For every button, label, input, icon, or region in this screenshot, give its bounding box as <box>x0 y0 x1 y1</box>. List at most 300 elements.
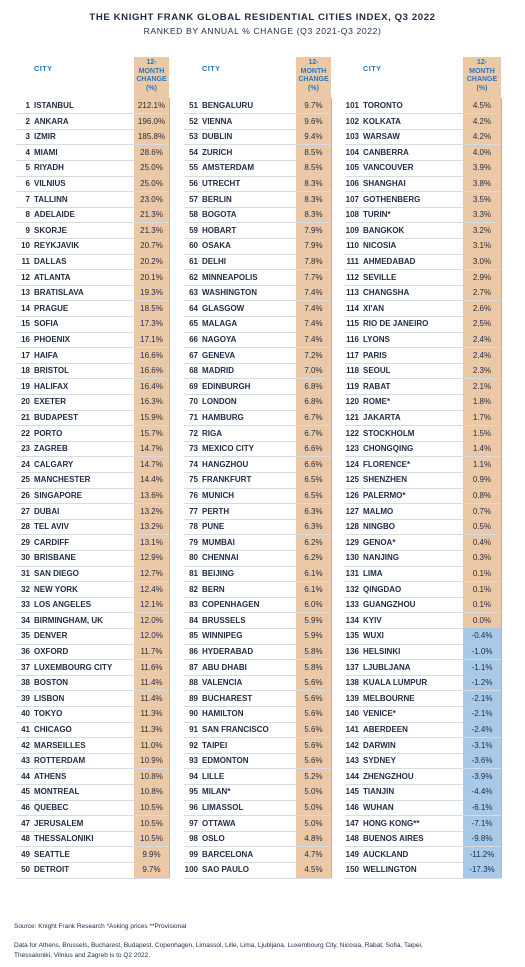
change-value: 4.8% <box>296 831 331 847</box>
city-name: KUALA LUMPUR <box>363 678 428 688</box>
rank-number: 118 <box>346 366 359 376</box>
city-name: AUCKLAND <box>363 849 409 859</box>
change-value: 4.0% <box>463 145 501 161</box>
change-value: 28.6% <box>134 145 169 161</box>
rank-number: 3 <box>25 132 30 142</box>
city-name: LJUBLJANA <box>363 662 411 672</box>
rank-number: 148 <box>345 834 359 844</box>
change-value: 10.8% <box>134 784 169 800</box>
rank-number: 83 <box>189 600 198 610</box>
rank-number: 135 <box>345 631 359 641</box>
city-name: MALAGA <box>202 319 238 329</box>
city-name: ABU DHABI <box>202 662 247 672</box>
city-name: VANCOUVER <box>363 163 414 173</box>
city-name: EDINBURGH <box>202 381 251 391</box>
rank-number: 96 <box>189 803 198 812</box>
change-value: 11.3% <box>134 722 169 738</box>
rank-number: 9 <box>25 225 30 235</box>
rank-number: 21 <box>21 413 30 422</box>
rank-number: 29 <box>21 537 30 547</box>
rank-number: 70 <box>189 397 198 407</box>
city-name: HALIFAX <box>34 381 69 391</box>
change-value: 21.3% <box>134 223 169 239</box>
city-name: VALENCIA <box>202 678 243 688</box>
change-value: 0.7% <box>463 504 501 520</box>
rank-number: 55 <box>189 163 198 173</box>
change-value: 7.0% <box>296 363 331 379</box>
rank-number: 144 <box>345 771 359 781</box>
rank-number: 86 <box>189 647 198 656</box>
rank-number: 13 <box>21 288 30 298</box>
city-name: LUXEMBOURG CITY <box>34 662 113 672</box>
change-value: 11.6% <box>134 660 169 676</box>
city-name: THESSALONIKI <box>34 834 94 844</box>
rank-number: 122 <box>345 428 359 438</box>
city-name: LONDON <box>202 397 237 407</box>
city-name: UTRECHT <box>202 179 241 188</box>
rank-number: 128 <box>345 522 359 532</box>
city-name: MIAMI <box>34 147 58 157</box>
city-name: HAIFA <box>34 350 58 360</box>
change-value: 4.7% <box>296 847 331 863</box>
city-name: ANKARA <box>34 116 69 126</box>
city-name: COPENHAGEN <box>202 600 260 610</box>
change-value: 3.8% <box>463 176 501 192</box>
city-name: GLASGOW <box>202 303 245 313</box>
rank-number: 30 <box>21 553 30 563</box>
change-value: 14.4% <box>134 472 169 488</box>
rank-number: 42 <box>21 740 30 750</box>
city-name: QUEBEC <box>34 803 69 812</box>
rank-number: 124 <box>345 459 359 469</box>
change-value: 7.4% <box>296 316 331 332</box>
rank-number: 134 <box>345 615 359 625</box>
rank-number: 53 <box>189 132 198 142</box>
change-value: 5.0% <box>296 800 331 816</box>
city-name: DUBLIN <box>202 132 233 142</box>
rank-number: 140 <box>345 709 359 719</box>
city-name: TORONTO <box>363 101 403 110</box>
city-name: BERN <box>202 584 225 594</box>
change-value: 6.7% <box>296 426 331 442</box>
change-value: 21.3% <box>134 207 169 223</box>
page-subtitle: RANKED BY ANNUAL % CHANGE (Q3 2021-Q3 2022) <box>143 26 382 36</box>
change-value: -4.4% <box>463 784 501 800</box>
change-value: 0.4% <box>463 535 501 551</box>
city-name: BRISTOL <box>34 366 69 376</box>
city-name: BANGKOK <box>363 225 405 235</box>
city-name: CHONGQING <box>363 444 414 454</box>
rank-number: 102 <box>345 116 359 126</box>
rank-number: 6 <box>25 179 30 188</box>
city-name: CALGARY <box>34 459 74 469</box>
change-value: 12.7% <box>134 566 169 582</box>
change-value: 13.6% <box>134 488 169 504</box>
rank-number: 14 <box>21 303 30 313</box>
rank-number: 121 <box>345 413 359 422</box>
rank-number: 90 <box>189 709 198 719</box>
rank-number: 146 <box>345 803 359 812</box>
change-value: 7.2% <box>296 348 331 364</box>
change-value: -17.3% <box>463 862 501 878</box>
change-value: 6.1% <box>296 566 331 582</box>
change-value: 3.1% <box>463 238 501 254</box>
change-value: 7.7% <box>296 270 331 286</box>
rank-number: 40 <box>21 709 30 719</box>
city-name: ZAGREB <box>34 444 68 454</box>
change-value: 5.6% <box>296 738 331 754</box>
rank-number: 59 <box>189 225 198 235</box>
city-name: SKORJE <box>34 225 67 235</box>
city-name: PARIS <box>363 350 387 360</box>
change-column-header <box>296 57 331 98</box>
rank-number: 15 <box>21 319 30 329</box>
change-value: 8.5% <box>296 160 331 176</box>
change-value: 3.5% <box>463 192 501 208</box>
city-name: RIYADH <box>34 163 64 173</box>
change-value: 3.0% <box>463 254 501 270</box>
rank-number: 107 <box>345 194 359 204</box>
rank-number: 88 <box>189 678 198 688</box>
city-name: CHANGSHA <box>363 288 410 298</box>
city-name: LISBON <box>34 693 65 703</box>
change-value: -1.0% <box>463 644 501 660</box>
rank-number: 63 <box>189 288 198 298</box>
city-name: GOTHENBERG <box>363 194 421 204</box>
city-name: SAN DIEGO <box>34 569 79 578</box>
change-value: 23.0% <box>134 192 169 208</box>
change-value: 196.0% <box>134 114 169 130</box>
change-value: 12.1% <box>134 597 169 613</box>
change-value: 9.9% <box>134 847 169 863</box>
change-value: -7.1% <box>463 816 501 832</box>
city-name: KYIV <box>363 615 382 625</box>
change-value: 17.1% <box>134 332 169 348</box>
data-note-line-1: Data for Athens, Brussels, Bucharest, Budapest, Copenhagen, Limassol, Lille, Lima, Ljubljana, Luxembourg City, Nicosia, Rabat, Sofia, Taipei, <box>14 942 423 949</box>
city-name: BUENOS AIRES <box>363 834 424 844</box>
city-name: SYDNEY <box>363 756 396 766</box>
city-name: SOFIA <box>34 319 59 329</box>
change-header-line: MONTH <box>138 67 165 75</box>
change-value: 20.1% <box>134 270 169 286</box>
rank-number: 22 <box>21 428 30 438</box>
change-header-line: 12- <box>476 59 488 66</box>
rank-number: 8 <box>25 210 30 220</box>
change-value: 5.6% <box>296 722 331 738</box>
change-value: 15.9% <box>134 410 169 426</box>
city-name: WARSAW <box>363 132 400 142</box>
rank-number: 125 <box>345 475 359 485</box>
change-value: 10.5% <box>134 816 169 832</box>
change-value: 11.3% <box>134 706 169 722</box>
city-name: ADELAIDE <box>34 210 75 220</box>
rank-number: 72 <box>189 428 198 438</box>
city-name: NINGBO <box>363 522 395 532</box>
city-name: SEVILLE <box>363 272 397 282</box>
city-name: SAN FRANCISCO <box>202 725 269 734</box>
rank-number: 23 <box>21 444 30 454</box>
change-value: 6.5% <box>296 472 331 488</box>
change-value: 16.4% <box>134 379 169 395</box>
change-value: 9.6% <box>296 114 331 130</box>
city-name: RABAT <box>363 381 391 391</box>
rank-number: 84 <box>189 615 198 625</box>
city-name: HONG KONG** <box>363 818 420 828</box>
change-value: 2.3% <box>463 363 501 379</box>
change-value: 16.6% <box>134 363 169 379</box>
change-value: 17.3% <box>134 316 169 332</box>
city-name: AHMEDABAD <box>363 257 416 266</box>
rank-number: 80 <box>189 553 198 563</box>
change-value: -0.4% <box>463 628 501 644</box>
rank-number: 105 <box>345 163 359 173</box>
change-value: 0.1% <box>463 597 501 613</box>
city-name: BENGALURU <box>202 101 254 110</box>
data-note-line-2: Thessaloniki, Vilnius and Zagreb is to Q2 2022. <box>14 952 151 959</box>
city-name: TEL AVIV <box>34 522 69 532</box>
change-value: 13.1% <box>134 535 169 551</box>
city-name: BUCHAREST <box>202 693 253 703</box>
column-divider <box>169 98 170 878</box>
change-value: 14.7% <box>134 457 169 473</box>
rank-number: 39 <box>21 693 30 703</box>
rank-number: 145 <box>345 787 359 797</box>
rank-number: 100 <box>184 865 198 875</box>
change-value: 7.8% <box>296 254 331 270</box>
rank-number: 141 <box>345 725 359 734</box>
change-header-line: MONTH <box>300 67 327 75</box>
change-value: 1.8% <box>463 394 501 410</box>
city-name: NAGOYA <box>202 335 237 344</box>
change-value: 18.5% <box>134 301 169 317</box>
city-name: MALMO <box>363 506 394 516</box>
change-value: 0.3% <box>463 550 501 566</box>
rank-number: 47 <box>21 818 30 828</box>
change-value: 12.4% <box>134 582 169 598</box>
change-value: -1.2% <box>463 675 501 691</box>
change-value: 6.3% <box>296 504 331 520</box>
city-name: DETROIT <box>34 865 70 875</box>
change-value: 25.0% <box>134 160 169 176</box>
rank-number: 45 <box>21 787 30 797</box>
rank-number: 65 <box>189 319 198 329</box>
city-name: PALERMO* <box>363 491 406 500</box>
city-name: MILAN* <box>202 787 231 797</box>
rank-number: 147 <box>345 818 359 828</box>
change-value: 0.9% <box>463 472 501 488</box>
city-name: TAIPEI <box>202 740 228 750</box>
change-value: 2.4% <box>463 348 501 364</box>
rank-number: 41 <box>21 725 30 734</box>
city-name: ATHENS <box>34 771 67 781</box>
city-name: SEATTLE <box>34 849 70 859</box>
city-name: BRATISLAVA <box>34 288 84 298</box>
change-value: -9.8% <box>463 831 501 847</box>
rank-number: 117 <box>346 350 359 360</box>
rank-number: 36 <box>21 647 30 656</box>
rank-number: 101 <box>345 101 359 110</box>
city-name: HYDERABAD <box>202 647 254 656</box>
city-name: WUXI <box>363 631 384 641</box>
city-name: DALLAS <box>34 257 67 266</box>
city-name: RIO DE JANEIRO <box>363 319 429 329</box>
city-name: BOSTON <box>34 678 69 688</box>
rank-number: 24 <box>21 459 30 469</box>
change-value: 10.5% <box>134 831 169 847</box>
column-divider <box>331 98 332 878</box>
rank-number: 112 <box>346 272 359 282</box>
rank-number: 38 <box>21 678 30 688</box>
city-name: MANCHESTER <box>34 475 91 485</box>
city-name: TALLINN <box>34 194 68 204</box>
city-name: ISTANBUL <box>34 101 74 110</box>
change-value: 8.3% <box>296 176 331 192</box>
change-value: 5.6% <box>296 706 331 722</box>
rank-number: 94 <box>189 771 198 781</box>
change-value: 185.8% <box>134 129 169 145</box>
city-name: LOS ANGELES <box>34 600 92 610</box>
change-value: 6.2% <box>296 535 331 551</box>
change-value: 5.0% <box>296 816 331 832</box>
city-name: PRAGUE <box>34 303 69 313</box>
change-value: 13.2% <box>134 519 169 535</box>
city-name: OSLO <box>202 834 225 844</box>
rank-number: 133 <box>345 600 359 610</box>
city-name: LIMASSOL <box>202 803 244 812</box>
rank-number: 111 <box>346 257 359 266</box>
change-value: 7.9% <box>296 238 331 254</box>
rank-number: 116 <box>346 335 359 344</box>
change-value: 6.6% <box>296 457 331 473</box>
rank-number: 73 <box>189 444 198 454</box>
change-header-line: CHANGE <box>466 76 498 84</box>
city-name: ZURICH <box>202 147 233 157</box>
rank-number: 108 <box>345 210 359 220</box>
rank-number: 142 <box>345 740 359 750</box>
change-value: 1.4% <box>463 441 501 457</box>
city-name: MINNEAPOLIS <box>202 272 258 282</box>
change-value: 1.1% <box>463 457 501 473</box>
city-name: LYONS <box>363 335 390 344</box>
city-name: CARDIFF <box>34 537 70 547</box>
change-value: -11.2% <box>463 847 501 863</box>
rank-number: 25 <box>21 475 30 485</box>
change-value: 6.5% <box>296 488 331 504</box>
change-value: 5.6% <box>296 691 331 707</box>
rank-number: 33 <box>21 600 30 610</box>
rank-number: 64 <box>189 303 198 313</box>
city-name: WINNIPEG <box>202 631 243 641</box>
change-header-line: (%) <box>308 84 319 92</box>
city-name: TIANJIN <box>363 787 395 797</box>
change-value: 11.4% <box>134 691 169 707</box>
change-value: 5.6% <box>296 753 331 769</box>
rank-number: 69 <box>189 381 198 391</box>
rank-number: 26 <box>21 491 30 500</box>
rank-number: 114 <box>346 303 359 313</box>
source-note: Source: Knight Frank Research *Asking prices **Provisional <box>14 923 187 930</box>
change-value: 4.2% <box>463 114 501 130</box>
rank-number: 85 <box>189 631 198 641</box>
city-name: MUMBAI <box>202 537 235 547</box>
city-name: RIGA <box>202 428 222 438</box>
city-name: PUNE <box>202 522 225 532</box>
city-name: MONTREAL <box>34 787 80 797</box>
rank-number: 74 <box>189 459 198 469</box>
city-name: LIMA <box>363 569 383 578</box>
rank-number: 37 <box>21 662 30 672</box>
change-value: 6.0% <box>296 597 331 613</box>
change-value: 19.3% <box>134 285 169 301</box>
rank-number: 115 <box>346 319 359 329</box>
change-value: -2.4% <box>463 722 501 738</box>
rank-number: 129 <box>345 537 359 547</box>
change-value: 11.0% <box>134 738 169 754</box>
rank-number: 43 <box>21 756 30 766</box>
change-value: 2.1% <box>463 379 501 395</box>
city-name: WASHINGTON <box>202 288 257 298</box>
city-name: FLORENCE* <box>363 459 411 469</box>
change-header-line: (%) <box>476 84 488 92</box>
change-value: 9.7% <box>134 862 169 878</box>
rank-number: 110 <box>346 241 359 251</box>
rank-number: 28 <box>21 522 30 532</box>
city-name: DELHI <box>202 257 226 266</box>
change-value: 15.7% <box>134 426 169 442</box>
rank-number: 138 <box>345 678 359 688</box>
change-value: 0.1% <box>463 566 501 582</box>
rank-number: 93 <box>189 756 198 766</box>
city-name: FRANKFURT <box>202 475 252 485</box>
rank-number: 123 <box>345 444 359 454</box>
rank-number: 91 <box>189 725 198 734</box>
rank-number: 48 <box>21 834 30 844</box>
city-name: VENICE* <box>363 709 396 719</box>
city-name: ABERDEEN <box>363 725 408 734</box>
city-name: ZHENGZHOU <box>363 771 414 781</box>
city-name: TOKYO <box>34 709 63 719</box>
rank-number: 99 <box>189 849 198 859</box>
change-value: 20.7% <box>134 238 169 254</box>
city-name: SAO PAULO <box>202 865 249 875</box>
rank-number: 136 <box>345 647 359 656</box>
rank-number: 35 <box>21 631 30 641</box>
page-title: THE KNIGHT FRANK GLOBAL RESIDENTIAL CITIES INDEX, Q3 2022 <box>89 12 436 23</box>
rank-number: 71 <box>189 413 198 422</box>
change-value: 16.6% <box>134 348 169 364</box>
change-value: 8.3% <box>296 207 331 223</box>
change-column-header <box>134 57 169 98</box>
change-value: 4.2% <box>463 129 501 145</box>
change-value: 5.9% <box>296 613 331 629</box>
city-name: GUANGZHOU <box>363 600 416 610</box>
rank-number: 62 <box>189 272 198 282</box>
change-value: 6.6% <box>296 441 331 457</box>
change-header-line: (%) <box>146 84 157 92</box>
rank-number: 27 <box>21 506 30 516</box>
city-name: SHANGHAI <box>363 179 406 188</box>
change-value: 14.7% <box>134 441 169 457</box>
change-value: 8.3% <box>296 192 331 208</box>
city-name: PERTH <box>202 506 230 516</box>
rank-number: 81 <box>189 569 198 578</box>
rank-number: 98 <box>189 834 198 844</box>
change-value: 2.9% <box>463 270 501 286</box>
rank-number: 76 <box>189 491 198 500</box>
city-name: DENVER <box>34 631 68 641</box>
change-value: -3.9% <box>463 769 501 785</box>
rank-number: 67 <box>189 350 198 360</box>
